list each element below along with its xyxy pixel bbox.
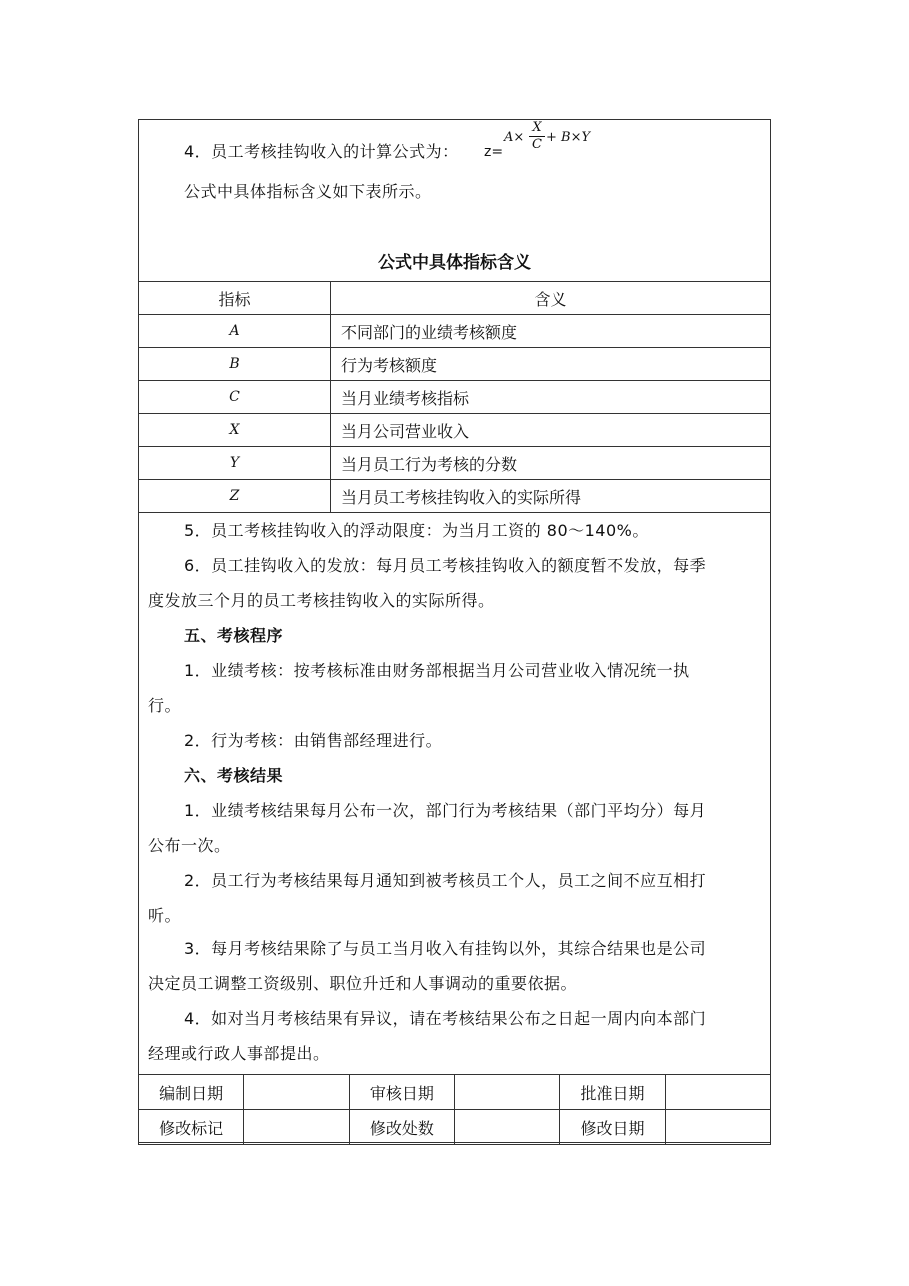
paragraph-5: 5．员工考核挂钩收入的浮动限度：为当月工资的 80～140%。 [184, 521, 649, 540]
table-intro: 公式中具体指标含义如下表所示。 [184, 182, 432, 201]
result-1-line1: 1．业绩考核结果每月公布一次，部门行为考核结果（部门平均分）每月 [184, 801, 707, 820]
approval-table [138, 1074, 771, 1145]
result-2-line1: 2．员工行为考核结果每月通知到被考核员工个人，员工之间不应互相打 [184, 871, 707, 890]
procedure-1-line2: 行。 [148, 696, 182, 715]
label-revision-date: 修改日期 [560, 1110, 665, 1145]
table-row [139, 414, 771, 447]
indicator-key: C [139, 381, 331, 414]
result-3-line1: 3．每月考核结果除了与员工当月收入有挂钩以外，其综合结果也是公司 [184, 939, 707, 958]
label-revision-count: 修改处数 [349, 1110, 454, 1145]
label-compile-date: 编制日期 [139, 1075, 244, 1110]
formula-a: A× [504, 130, 525, 145]
table-row [139, 348, 771, 381]
table-row [139, 315, 771, 348]
paragraph-6-line1: 6．员工挂钩收入的发放：每月员工考核挂钩收入的额度暂不发放，每季 [184, 556, 707, 575]
approval-row [139, 1075, 771, 1110]
indicator-key: X [139, 414, 331, 447]
table-row [139, 480, 771, 513]
indicator-meaning: 当月业绩考核指标 [331, 381, 771, 414]
header-meaning: 含义 [331, 282, 771, 315]
formula-z: z= [484, 144, 504, 160]
section-heading-procedure: 五、考核程序 [184, 626, 284, 645]
indicator-meaning: 当月公司营业收入 [331, 414, 771, 447]
value-review-date[interactable] [455, 1075, 560, 1110]
indicator-key: A [139, 315, 331, 348]
revision-row [139, 1110, 771, 1145]
value-revision-date[interactable] [665, 1110, 770, 1145]
procedure-2: 2．行为考核：由销售部经理进行。 [184, 731, 443, 750]
formula-rest: + B×Y [546, 130, 591, 145]
indicator-key: B [139, 348, 331, 381]
result-2-line2: 听。 [148, 906, 182, 925]
indicator-meaning: 不同部门的业绩考核额度 [331, 315, 771, 348]
formula-intro: 4．员工考核挂钩收入的计算公式为： [184, 142, 459, 161]
indicator-meaning: 行为考核额度 [331, 348, 771, 381]
result-4-line2: 经理或行政人事部提出。 [148, 1044, 330, 1063]
paragraph-6-line2: 度发放三个月的员工考核挂钩收入的实际所得。 [148, 591, 495, 610]
label-revision-mark: 修改标记 [139, 1110, 244, 1145]
table-header-row [139, 282, 771, 315]
indicator-table [138, 281, 771, 513]
result-3-line2: 决定员工调整工资级别、职位升迁和人事调动的重要依据。 [148, 974, 578, 993]
section-heading-results: 六、考核结果 [184, 766, 284, 785]
table-row [139, 447, 771, 480]
procedure-1-line1: 1．业绩考核：按考核标准由财务部根据当月公司营业收入情况统一执 [184, 661, 690, 680]
label-approve-date: 批准日期 [560, 1075, 665, 1110]
formula-denominator: C [532, 137, 542, 152]
indicator-key: Y [139, 447, 331, 480]
value-revision-count[interactable] [455, 1110, 560, 1145]
label-review-date: 审核日期 [349, 1075, 454, 1110]
formula-fraction [529, 120, 545, 153]
value-revision-mark[interactable] [244, 1110, 349, 1145]
result-1-line2: 公布一次。 [148, 836, 231, 855]
header-indicator: 指标 [139, 282, 331, 315]
formula-numerator: X [529, 120, 545, 137]
indicator-meaning: 当月员工考核挂钩收入的实际所得 [331, 480, 771, 513]
indicator-key: Z [139, 480, 331, 513]
indicator-meaning: 当月员工行为考核的分数 [331, 447, 771, 480]
value-compile-date[interactable] [244, 1075, 349, 1110]
result-4-line1: 4．如对当月考核结果有异议，请在考核结果公布之日起一周内向本部门 [184, 1009, 707, 1028]
table-row [139, 381, 771, 414]
value-approve-date[interactable] [665, 1075, 770, 1110]
table-title: 公式中具体指标含义 [378, 253, 531, 273]
